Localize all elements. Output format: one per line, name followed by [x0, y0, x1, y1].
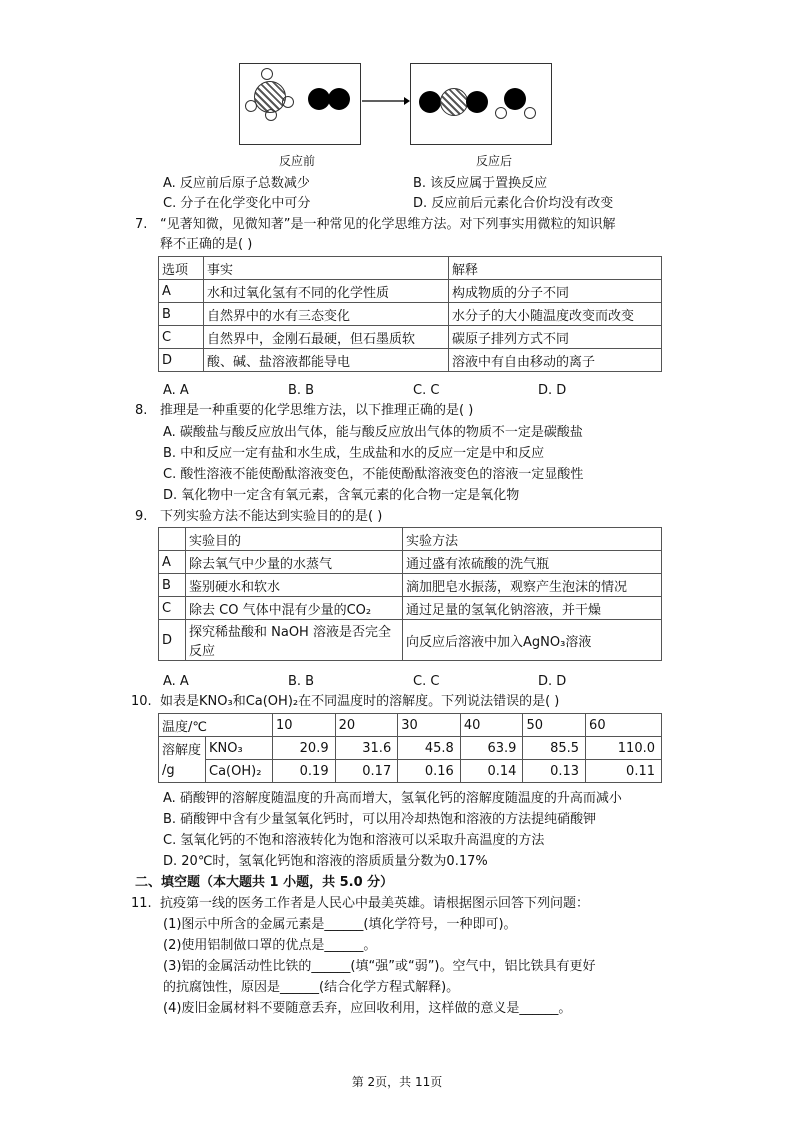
- q7-table: [158, 256, 662, 372]
- q8-number: 8.: [135, 403, 148, 418]
- table-cell: C: [159, 326, 204, 349]
- q10-option-a: A. 硝酸钾的溶解度随温度的升高而增大，氢氧化钙的溶解度随温度的升高而减小: [163, 791, 622, 806]
- reaction-before-box: [239, 63, 361, 145]
- table-cell: 探究稀盐酸和 NaOH 溶液是否完全反应: [186, 620, 403, 661]
- table-header: 选项: [159, 257, 204, 280]
- table-cell: 鉴别硬水和软水: [186, 574, 403, 597]
- table-cell: 85.5: [523, 737, 586, 760]
- table-cell: 通过足量的氢氧化钠溶液，并干燥: [403, 597, 662, 620]
- q11-line-3: (3)铝的金属活动性比铁的______(填“强”或“弱”)。空气中，铝比铁具有更好: [163, 959, 596, 974]
- table-row: [159, 326, 662, 349]
- q10-option-c: C. 氢氧化钙的不饱和溶液转化为饱和溶液可以采取升高温度的方法: [163, 833, 545, 848]
- q7-number: 7.: [135, 217, 148, 232]
- table-cell: 自然界中的水有三态变化: [204, 303, 449, 326]
- q7-option-a: A. A: [163, 383, 189, 398]
- q11-line-1: (1)图示中所含的金属元素是______(填化学符号，一种即可)。: [163, 917, 517, 932]
- table-header-row: [159, 257, 662, 280]
- table-cell: 碳原子排列方式不同: [449, 326, 662, 349]
- q9-number: 9.: [135, 509, 148, 524]
- q10-option-b: B. 硝酸钾中含有少量氢氧化钙时，可以用冷却热饱和溶液的方法提纯硝酸钾: [163, 812, 597, 827]
- q11-line-2: (2)使用铝制做口罩的优点是______。: [163, 938, 377, 953]
- table-cell: 除去氧气中少量的水蒸气: [186, 551, 403, 574]
- table-row: [159, 737, 662, 760]
- table-row: [159, 574, 662, 597]
- table-cell: Ca(OH)₂: [206, 760, 273, 783]
- table-row: [159, 760, 662, 783]
- table-header-row: [159, 528, 662, 551]
- table-header: 温度/℃: [159, 714, 273, 737]
- table-cell: 通过盛有浓硫酸的洗气瓶: [403, 551, 662, 574]
- atom-small-3: [282, 96, 294, 108]
- reaction-arrow: [360, 94, 410, 108]
- table-cell: 溶解度: [159, 737, 206, 760]
- table-cell: 向反应后溶液中加入AgNO₃溶液: [403, 620, 662, 661]
- q6-option-b: B. 该反应属于置换反应: [413, 176, 548, 191]
- q9-option-d: D. D: [538, 674, 567, 689]
- atom-black-3: [419, 91, 441, 113]
- q10-stem: 如表是KNO₃和Ca(OH)₂在不同温度时的溶解度。下列说法错误的是( ): [160, 694, 560, 709]
- table-cell: 45.8: [398, 737, 461, 760]
- q11-line-4: 的抗腐蚀性，原因是______(结合化学方程式解释)。: [163, 980, 460, 995]
- q9-option-b: B. B: [288, 674, 315, 689]
- q10-number: 10.: [131, 694, 152, 709]
- page-footer: 第 2页，共 11页: [351, 1075, 443, 1089]
- q6-option-a: A. 反应前后原子总数减少: [163, 176, 310, 191]
- table-cell: 63.9: [460, 737, 523, 760]
- q7-option-c: C. C: [413, 383, 440, 398]
- q11-stem: 抗疫第一线的医务工作者是人民心中最美英雄。请根据图示回答下列问题：: [160, 896, 590, 911]
- q9-table: [158, 527, 662, 661]
- table-cell: B: [159, 574, 186, 597]
- table-cell: 0.16: [398, 760, 461, 783]
- table-row: [159, 349, 662, 372]
- before-label: 反应前: [279, 154, 316, 168]
- table-cell: 除去 CO 气体中混有少量的CO₂: [186, 597, 403, 620]
- table-row: [159, 280, 662, 303]
- table-cell: D: [159, 620, 186, 661]
- q8-option-d: D. 氧化物中一定含有氧元素，含氧元素的化合物一定是氧化物: [163, 488, 520, 503]
- table-header: 事实: [204, 257, 449, 280]
- atom-center-hatched-2: [440, 88, 468, 116]
- table-cell: 构成物质的分子不同: [449, 280, 662, 303]
- table-cell: 110.0: [586, 737, 662, 760]
- table-header: 20: [335, 714, 398, 737]
- table-header: 50: [523, 714, 586, 737]
- table-cell: 溶液中有自由移动的离子: [449, 349, 662, 372]
- q9-option-a: A. A: [163, 674, 189, 689]
- table-header: [159, 528, 186, 551]
- table-header: 解释: [449, 257, 662, 280]
- q9-option-c: C. C: [413, 674, 440, 689]
- table-header: 40: [460, 714, 523, 737]
- q10-table: [158, 713, 662, 783]
- q7-stem-line1: “见著知微，见微知著”是一种常见的化学思维方法。对下列事实用微粒的知识解: [160, 217, 616, 232]
- atom-small-5: [495, 107, 507, 119]
- table-cell: A: [159, 280, 204, 303]
- table-cell: 酸、碱、盐溶液都能导电: [204, 349, 449, 372]
- section-heading: 二、填空题（本大题共 1 小题，共 5.0 分）: [135, 875, 394, 890]
- table-cell: 0.11: [586, 760, 662, 783]
- table-cell: 0.13: [523, 760, 586, 783]
- table-cell: 0.19: [273, 760, 336, 783]
- q7-stem-line2: 释不正确的是( ): [160, 237, 253, 252]
- table-cell: /g: [159, 760, 206, 783]
- table-cell: 水分子的大小随温度改变而改变: [449, 303, 662, 326]
- table-cell: 31.6: [335, 737, 398, 760]
- table-cell: 0.14: [460, 760, 523, 783]
- table-row: [159, 620, 662, 661]
- atom-small-4: [265, 109, 277, 121]
- atom-small-2: [245, 100, 257, 112]
- table-cell: 水和过氧化氢有不同的化学性质: [204, 280, 449, 303]
- atom-black-1: [308, 88, 330, 110]
- table-cell: 20.9: [273, 737, 336, 760]
- table-cell: B: [159, 303, 204, 326]
- q7-option-b: B. B: [288, 383, 315, 398]
- table-header: 实验方法: [403, 528, 662, 551]
- q7-option-d: D. D: [538, 383, 567, 398]
- table-row: [159, 551, 662, 574]
- table-row: [159, 597, 662, 620]
- atom-small-6: [524, 107, 536, 119]
- q8-option-b: B. 中和反应一定有盐和水生成，生成盐和水的反应一定是中和反应: [163, 446, 545, 461]
- table-cell: 自然界中，金刚石最硬，但石墨质软: [204, 326, 449, 349]
- q9-stem: 下列实验方法不能达到实验目的的是( ): [160, 509, 383, 524]
- table-cell: KNO₃: [206, 737, 273, 760]
- table-header: 60: [586, 714, 662, 737]
- q8-option-c: C. 酸性溶液不能使酚酞溶液变色，不能使酚酞溶液变色的溶液一定显酸性: [163, 467, 584, 482]
- atom-black-4: [466, 91, 488, 113]
- table-header: 10: [273, 714, 336, 737]
- table-cell: C: [159, 597, 186, 620]
- q6-option-c: C. 分子在化学变化中可分: [163, 196, 311, 211]
- table-cell: 滴加肥皂水振荡，观察产生泡沫的情况: [403, 574, 662, 597]
- table-header: 30: [398, 714, 461, 737]
- atom-black-5: [504, 88, 526, 110]
- atom-black-2: [328, 88, 350, 110]
- after-label: 反应后: [476, 154, 513, 168]
- q8-option-a: A. 碳酸盐与酸反应放出气体，能与酸反应放出气体的物质不一定是碳酸盐: [163, 425, 583, 440]
- q10-option-d: D. 20℃时，氢氧化钙饱和溶液的溶质质量分数为0.17%: [163, 854, 488, 869]
- table-header-row: [159, 714, 662, 737]
- table-cell: A: [159, 551, 186, 574]
- q11-number: 11.: [131, 896, 152, 911]
- q8-stem: 推理是一种重要的化学思维方法，以下推理正确的是( ): [160, 403, 474, 418]
- table-row: [159, 303, 662, 326]
- table-cell: D: [159, 349, 204, 372]
- table-header: 实验目的: [186, 528, 403, 551]
- q11-line-5: (4)废旧金属材料不要随意丢弃，应回收利用，这样做的意义是______。: [163, 1001, 572, 1016]
- table-cell: 0.17: [335, 760, 398, 783]
- q6-option-d: D. 反应前后元素化合价均没有改变: [413, 196, 614, 211]
- atom-small-1: [261, 68, 273, 80]
- reaction-after-box: [410, 63, 552, 145]
